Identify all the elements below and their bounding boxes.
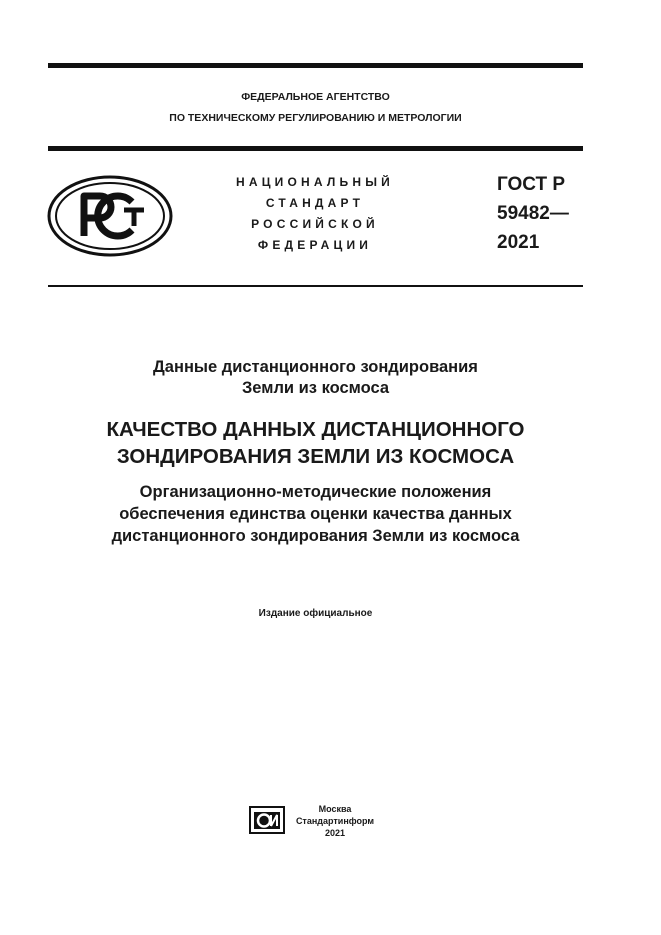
title-line: ЗОНДИРОВАНИЯ ЗЕМЛИ ИЗ КОСМОСА <box>116 445 515 468</box>
agency-line-1: ФЕДЕРАЛЬНОЕ АГЕНТСТВО <box>241 91 390 103</box>
standard-type <box>205 172 425 256</box>
gost-number <box>497 170 569 257</box>
publisher-year: 2021 <box>324 828 346 838</box>
description-line: дистанционного зондирования Земли из космоса <box>111 527 520 545</box>
publisher-name: Стандартинформ <box>295 816 375 826</box>
standard-type-line: РОССИЙСКОЙ <box>251 217 379 231</box>
document-description <box>48 481 583 547</box>
document-title <box>48 416 583 470</box>
edition-label: Издание официальное <box>258 608 373 619</box>
standard-type-line: ФЕДЕРАЦИИ <box>257 238 373 252</box>
header-rule <box>48 146 583 151</box>
gost-line: ГОСТ Р <box>497 174 566 195</box>
header-bottom-rule <box>48 285 583 287</box>
gost-line: 59482— <box>497 203 569 224</box>
standard-type-line: СТАНДАРТ <box>265 196 365 210</box>
description-line: Организационно-методические положения <box>139 483 492 501</box>
standartinform-logo-icon <box>249 806 285 834</box>
document-subtitle <box>48 357 583 399</box>
subtitle-line: Земли из космоса <box>241 379 390 397</box>
publisher-info <box>290 803 380 839</box>
gost-logo-icon <box>46 174 174 258</box>
top-rule <box>48 63 583 68</box>
publisher-city: Москва <box>318 804 352 814</box>
subtitle-line: Данные дистанционного зондирования <box>153 358 478 376</box>
title-line: КАЧЕСТВО ДАННЫХ ДИСТАНЦИОННОГО <box>106 418 525 441</box>
gost-line: 2021 <box>497 232 540 253</box>
description-line: обеспечения единства оценки качества данных <box>119 505 512 523</box>
agency-line-2: ПО ТЕХНИЧЕСКОМУ РЕГУЛИРОВАНИЮ И МЕТРОЛОГИИ <box>169 112 462 124</box>
standard-type-line: НАЦИОНАЛЬНЫЙ <box>235 175 395 189</box>
